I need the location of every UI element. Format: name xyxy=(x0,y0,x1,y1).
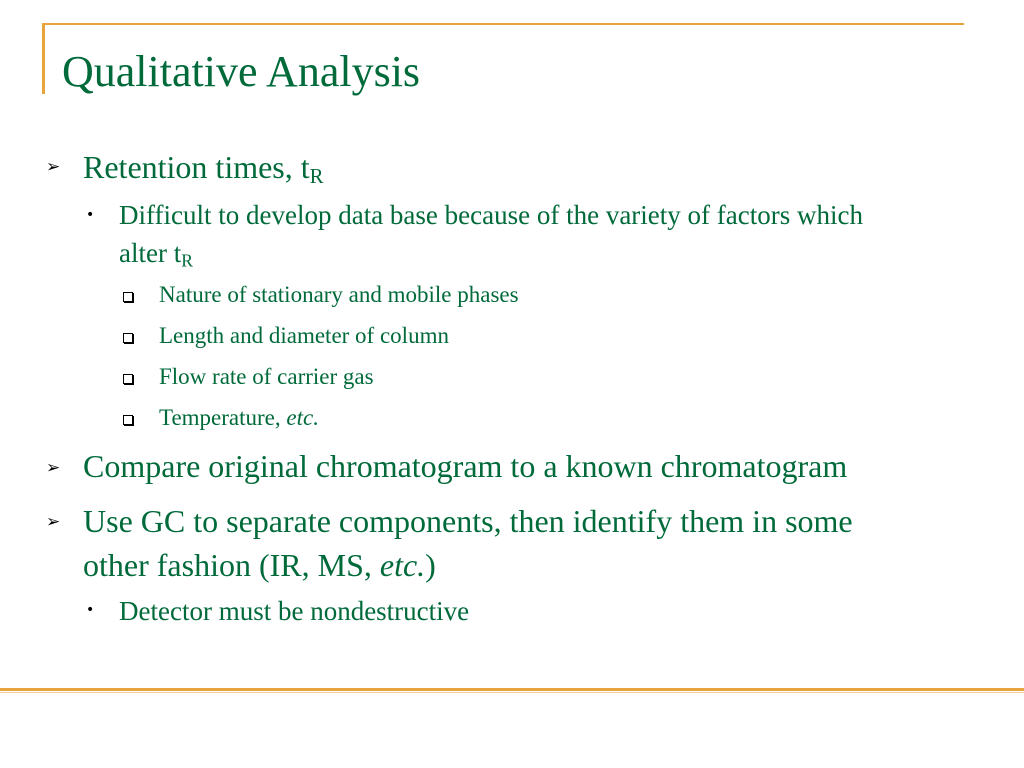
factor-text: Flow rate of carrier gas xyxy=(159,364,374,389)
factor-item xyxy=(159,319,449,353)
bullet-compare-chromatogram xyxy=(83,444,847,488)
subbullet-text: alter t xyxy=(119,238,182,268)
footer-line xyxy=(0,688,1024,691)
bullet-text: Use GC to separate components, then identify them in some xyxy=(83,503,853,539)
factor-italic: etc. xyxy=(286,405,319,430)
subbullet-text: Difficult to develop data base because of the variety of factors which xyxy=(119,200,863,230)
factor-text: Nature of stationary and mobile phases xyxy=(159,282,519,307)
title-frame-left-line xyxy=(42,23,45,94)
subbullet-text: Detector must be nondestructive xyxy=(119,596,470,626)
bullet-text: other fashion (IR, MS, xyxy=(83,547,380,583)
square-icon xyxy=(123,374,133,384)
square-icon xyxy=(123,292,133,302)
bullet-use-gc-line1 xyxy=(83,499,853,543)
arrow-icon: ➢ xyxy=(46,458,61,478)
factor-item xyxy=(159,278,519,312)
square-icon xyxy=(123,333,133,343)
factor-text: Length and diameter of column xyxy=(159,323,449,348)
title-frame-top-line xyxy=(43,23,964,25)
bullet-retention-times xyxy=(83,145,324,189)
square-icon xyxy=(123,415,133,425)
factor-text: Temperature, xyxy=(159,405,287,430)
subbullet-database-line2 xyxy=(119,235,193,271)
subscript: R xyxy=(309,165,324,189)
factor-item xyxy=(159,360,374,394)
dot-icon: • xyxy=(86,207,95,223)
subbullet-detector xyxy=(119,593,469,629)
bullet-italic: etc. xyxy=(379,547,426,583)
slide-title: Qualitative Analysis xyxy=(62,47,421,96)
subscript: R xyxy=(181,250,193,271)
bullet-use-gc-line2 xyxy=(83,543,436,587)
subbullet-database-line1 xyxy=(119,197,863,233)
factor-item xyxy=(159,401,319,435)
dot-icon: • xyxy=(86,602,95,618)
arrow-icon: ➢ xyxy=(46,157,61,177)
bullet-text: Retention times, t xyxy=(83,149,310,185)
footer-line-light xyxy=(0,692,1024,693)
arrow-icon: ➢ xyxy=(46,512,61,532)
bullet-text: Compare original chromatogram to a known chromatogram xyxy=(83,448,848,484)
bullet-text: ) xyxy=(425,547,436,583)
